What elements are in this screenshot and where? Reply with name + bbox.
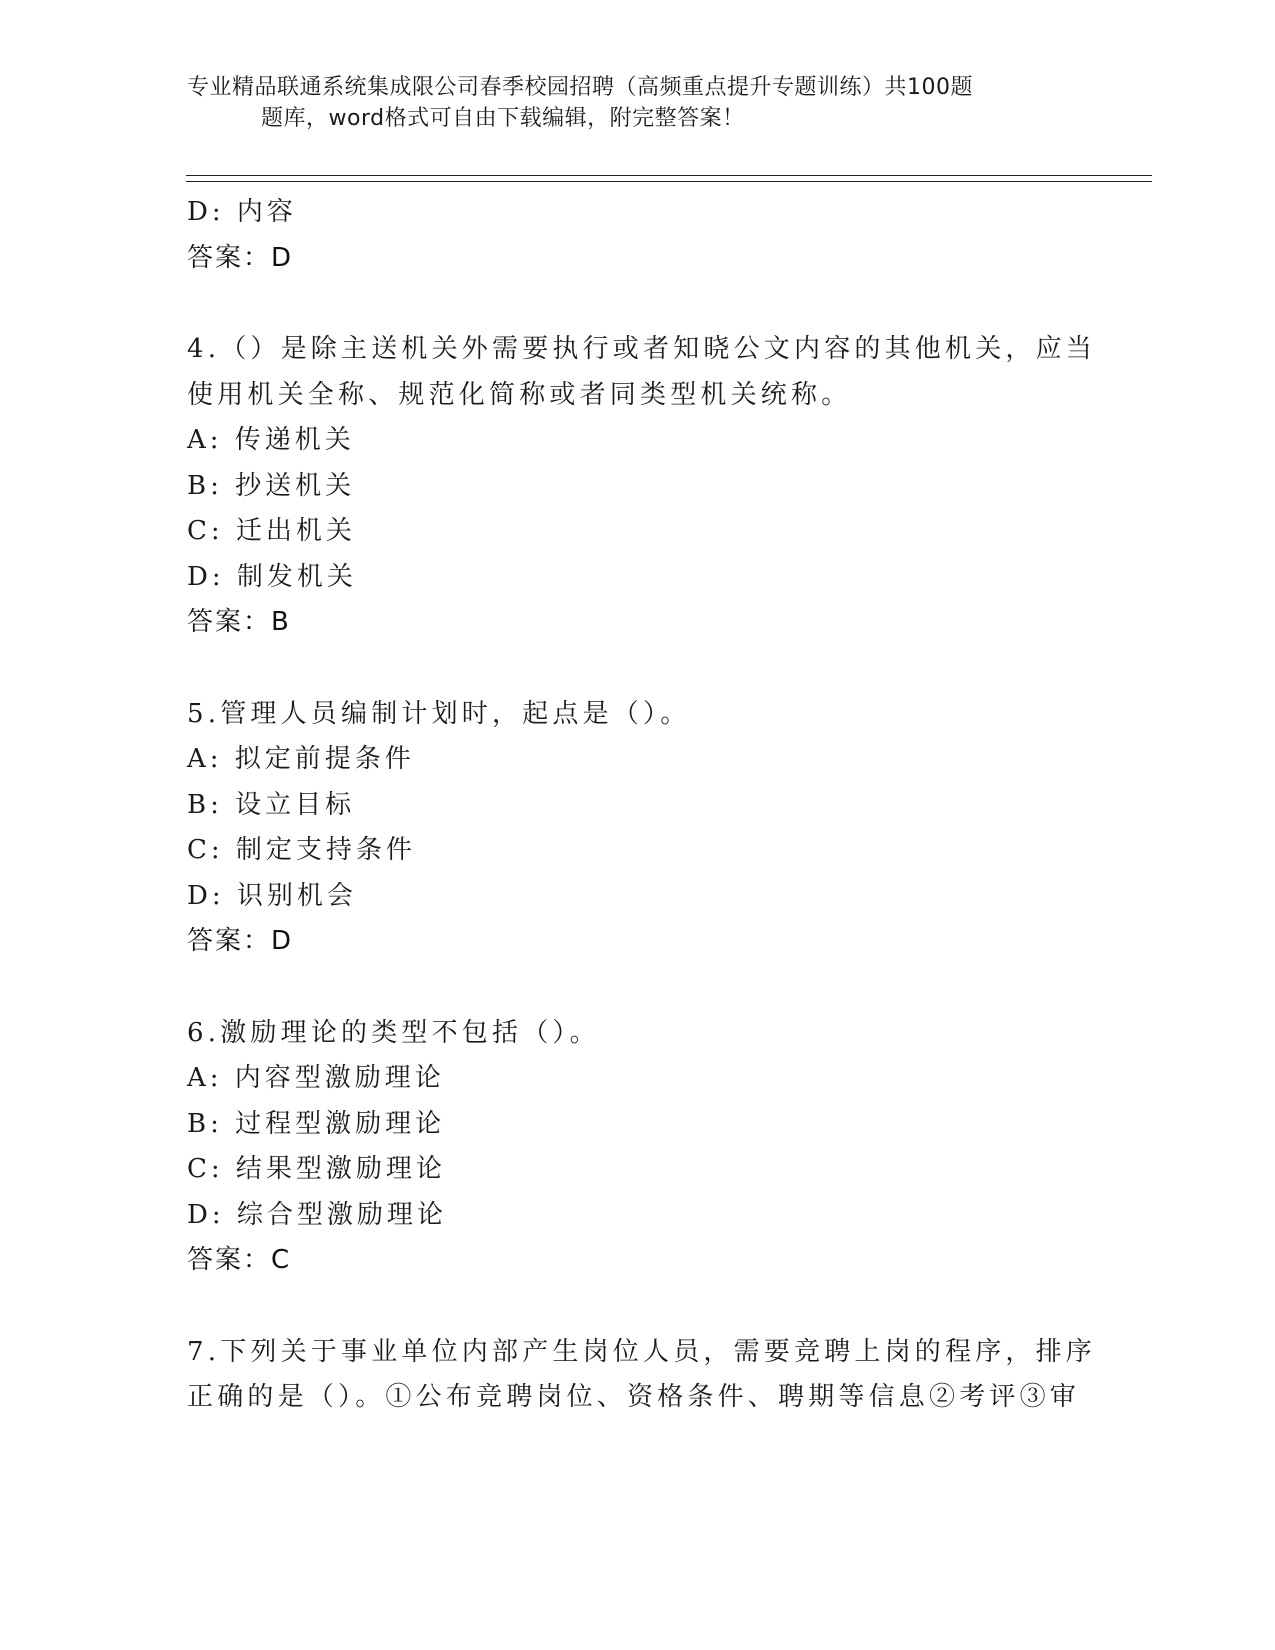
question-line: 正确的是（）。①公布竞聘岗位、资格条件、聘期等信息②考评③审 bbox=[187, 1382, 1081, 1412]
question-line: 5.管理人员编制计划时，起点是（）。 bbox=[187, 698, 691, 729]
answer-line: 答案：C bbox=[187, 1245, 292, 1275]
header-divider-top bbox=[186, 175, 1152, 176]
answer-line: 答案：D bbox=[187, 926, 294, 956]
question-text bbox=[187, 1011, 1067, 1057]
spacer bbox=[187, 965, 1067, 1011]
option-c: C: 迁出机关 bbox=[187, 516, 356, 546]
option-a: A: 内容型激励理论 bbox=[187, 1063, 445, 1093]
question-5 bbox=[187, 692, 1067, 965]
option-d: D: 内容 bbox=[187, 197, 297, 227]
header-divider-bottom bbox=[186, 181, 1152, 182]
option-a: A: 传递机关 bbox=[187, 425, 355, 455]
spacer bbox=[187, 1284, 1067, 1330]
option-c: C: 制定支持条件 bbox=[187, 835, 416, 865]
header-title-line-2: 题库，word格式可自由下载编辑，附完整答案！ bbox=[261, 106, 745, 131]
option-c: C: 结果型激励理论 bbox=[187, 1154, 446, 1184]
question-line: 使用机关全称、规范化简称或者同类型机关统称。 bbox=[187, 379, 852, 410]
option-b: B: 过程型激励理论 bbox=[187, 1108, 446, 1139]
continued-question bbox=[187, 190, 1067, 281]
question-text bbox=[187, 327, 1097, 418]
page-content bbox=[187, 190, 1097, 1421]
spacer bbox=[187, 281, 1067, 327]
question-line: 6.激励理论的类型不包括（）。 bbox=[187, 1017, 600, 1048]
question-text bbox=[187, 1330, 1097, 1421]
question-6 bbox=[187, 1011, 1067, 1284]
option-b: B: 设立目标 bbox=[187, 789, 356, 820]
option-b: B: 抄送机关 bbox=[187, 470, 356, 501]
page-header bbox=[187, 72, 1067, 134]
question-text bbox=[187, 692, 1067, 738]
answer-line: 答案：B bbox=[187, 607, 291, 637]
question-line: 4.（）是除主送机关外需要执行或者知晓公文内容的其他机关，应当 bbox=[187, 334, 1097, 364]
spacer bbox=[187, 646, 1067, 692]
option-d: D: 制发机关 bbox=[187, 561, 357, 592]
option-d: D: 综合型激励理论 bbox=[187, 1199, 447, 1230]
question-4 bbox=[187, 327, 1097, 646]
question-7 bbox=[187, 1330, 1097, 1421]
answer-line: 答案：D bbox=[187, 242, 294, 273]
option-a: A: 拟定前提条件 bbox=[187, 744, 415, 774]
question-line: 7.下列关于事业单位内部产生岗位人员，需要竞聘上岗的程序，排序 bbox=[187, 1336, 1097, 1367]
header-title-line-1: 专业精品联通系统集成限公司春季校园招聘（高频重点提升专题训练）共100题 bbox=[187, 75, 973, 100]
option-d: D: 识别机会 bbox=[187, 880, 357, 911]
